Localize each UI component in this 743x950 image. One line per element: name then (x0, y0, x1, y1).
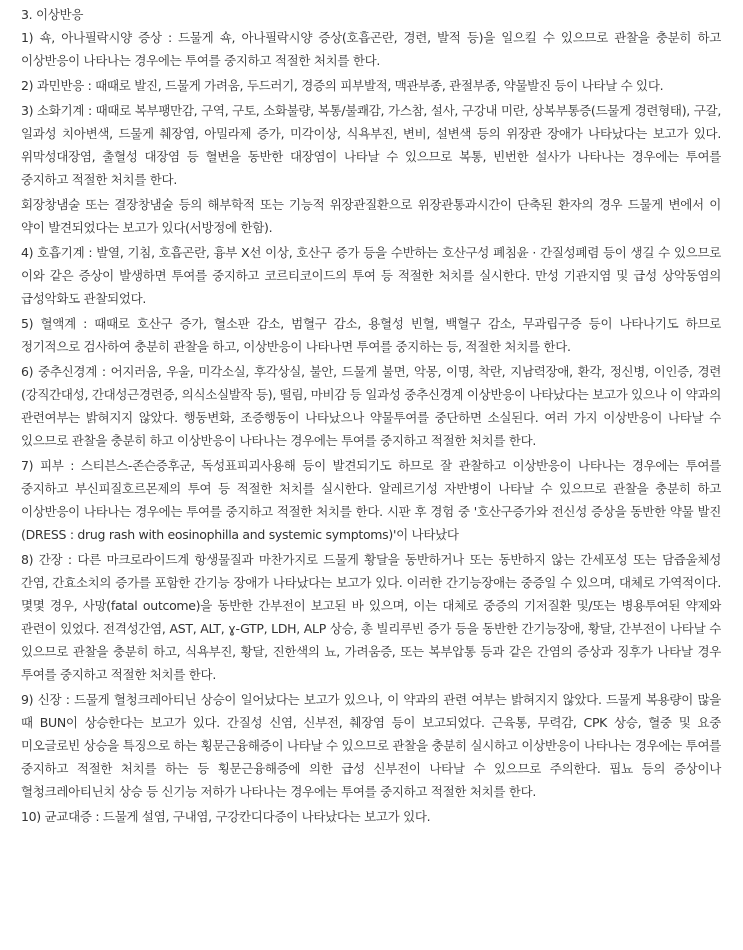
paragraph-liver: 8) 간장 : 다른 마크로라이드계 항생물질과 마찬가지로 드물게 황달을 동반하거나 또는 동반하지 않는 간세포성 또는 담즙울체성 간염, 간효소치의 증가를 포함한 간기능 장애가 나타났다는 보고가 있다. 이러한 간기능장애는 중증일 수 있으며, 대체로 가역적이다. 몇몇 경우, 사망(fatal outcome)을 동반한 간부전이 보고된 바 있으며, 이는 대체로 중증의 기저질환 및/또는 병용투여된 약제와 관련이 있었다. 전격성간염, AST, ALT, ɣ-GTP, LDH, ALP 상승, 총 빌리루빈 증가 등을 동반한 간기능장애, 황달, 간부전이 나타날 수 있으므로 관찰을 충분히 하고, 식욕부진, 황달, 진한색의 뇨, 가려움증, 또는 복부압통 등과 같은 간염의 증상과 징후가 나타날 경우 투여를 중지하고 적절한 처치를 한다. (21, 552, 721, 682)
document-body (21, 3, 721, 828)
paragraph-hypersensitivity: 2) 과민반응 : 때때로 발진, 드물게 가려움, 두드러기, 경증의 피부발적, 맥관부종, 관절부종, 약물발진 등이 나타날 수 있다. (21, 78, 664, 93)
paragraph-cns: 6) 중추신경계 : 어지러움, 우울, 미각소실, 후각상실, 불안, 드물게 불면, 악몽, 이명, 착란, 지남력장애, 환각, 정신병, 이인증, 경련(강직간대성, 간대성근경련증, 의식소실발작 등), 떨림, 마비감 등 일과성 중추신경계 이상반응이 나타났다는 보고가 있으나 이 약과의 관련여부는 밝혀지지 않았다. 행동변화, 조증행동이 나타났으나 약물투여를 중단하면 소실된다. 여러 가지 이상반응이 나타날 수 있으므로 관찰을 충분히 하고 이상반응이 나타나는 경우에는 투여를 중지하고 적절한 처치를 한다. (21, 364, 721, 448)
section-title: 3. 이상반응 (21, 7, 84, 22)
paragraph-digestive: 3) 소화기계 : 때때로 복부팽만감, 구역, 구토, 소화불량, 복통/불쾌감, 가스참, 설사, 구강내 미란, 상복부통증(드물게 경련형태), 구갈, 일과성 치아변색, 드물게 췌장염, 아밀라제 증가, 미각이상, 식욕부진, 변비, 설변색 등의 위장관 장애가 나타났다는 보고가 있다. 위막성대장염, 출혈성 대장염 등 혈변을 동반한 대장염이 나타날 수 있으므로 복통, 빈번한 설사가 나타나는 경우에는 투여를 중지하고 적절한 처치를 한다. (21, 103, 721, 187)
paragraph-blood: 5) 혈액계 : 때때로 호산구 증가, 혈소판 감소, 범혈구 감소, 용혈성 빈혈, 백혈구 감소, 무과립구증 등이 나타나기도 하므로 정기적으로 검사하여 충분히 관찰을 하고, 이상반응이 나타나면 투여를 중지하는 등, 적절한 처치를 한다. (21, 316, 721, 354)
paragraph-skin: 7) 피부 : 스티븐스-존슨증후군, 독성표피괴사용해 등이 발견되기도 하므로 잘 관찰하고 이상반응이 나타나는 경우에는 투여를 중지하고 부신피질호르몬제의 투여 등 적절한 처치를 실시한다. 알레르기성 자반병이 나타날 수 있으므로 관찰을 충분히 하고 이상반응이 나타나는 경우에는 투여를 중지하고 적절한 처치를 한다. 시판 후 경험 중 '호산구증가와 전신성 증상을 동반한 약물 발진(DRESS : drug rash with eosinophilla and systemic symptoms)'이 나타났다 (21, 458, 721, 542)
paragraph-kidney: 9) 신장 : 드물게 혈청크레아티닌 상승이 일어났다는 보고가 있으나, 이 약과의 관련 여부는 밝혀지지 않았다. 드물게 복용량이 많을 때 BUN이 상승한다는 보고가 있다. 간질성 신염, 신부전, 췌장염 등이 보고되었다. 근육통, 무력감, CPK 상승, 혈중 및 요중 미오글로빈 상승을 특징으로 하는 횡문근융해증이 나타날 수 있으므로 관찰을 충분히 실시하고 이상반응이 나타나는 경우에는 투여를 중지하고 적절한 처치를 하는 등 횡문근융해증에 의한 급성 신부전이 나타날 수 있으므로 주의한다. 핍뇨 등의 증상이나 혈청크레아티닌치 상승 등 신기능 저하가 나타나는 경우에는 투여를 중지하고 적절한 처치를 한다. (21, 692, 721, 799)
paragraph-superinfection: 10) 균교대증 : 드물게 설염, 구내염, 구강칸디다증이 나타났다는 보고가 있다. (21, 809, 431, 824)
paragraph-anaphylaxis: 1) 쇽, 아나필락시양 증상 : 드물게 쇽, 아나필락시양 증상(호흡곤란, 경련, 발적 등)을 일으킬 수 있으므로 관찰을 충분히 하고 이상반응이 나타나는 경우에는 투여를 중지하고 적절한 처치를 한다. (21, 30, 721, 68)
paragraph-respiratory: 4) 호흡기계 : 발열, 기침, 호흡곤란, 흉부 X선 이상, 호산구 증가 등을 수반하는 호산구성 폐침윤 · 간질성폐렴 등이 생길 수 있으므로 이와 같은 증상이 발생하면 투여를 중지하고 코르티코이드의 투여 등 적절한 처치를 실시한다. 만성 기관지염 및 급성 상악동염의 급성악화도 관찰되었다. (21, 245, 721, 306)
paragraph-digestive-note: 회장창냄술 또는 결장창냄술 등의 해부학적 또는 기능적 위장관질환으로 위장관통과시간이 단축된 환자의 경우 드물게 변에서 이 약이 발견되었다는 보고가 있다(서방정에 한함). (21, 197, 721, 235)
